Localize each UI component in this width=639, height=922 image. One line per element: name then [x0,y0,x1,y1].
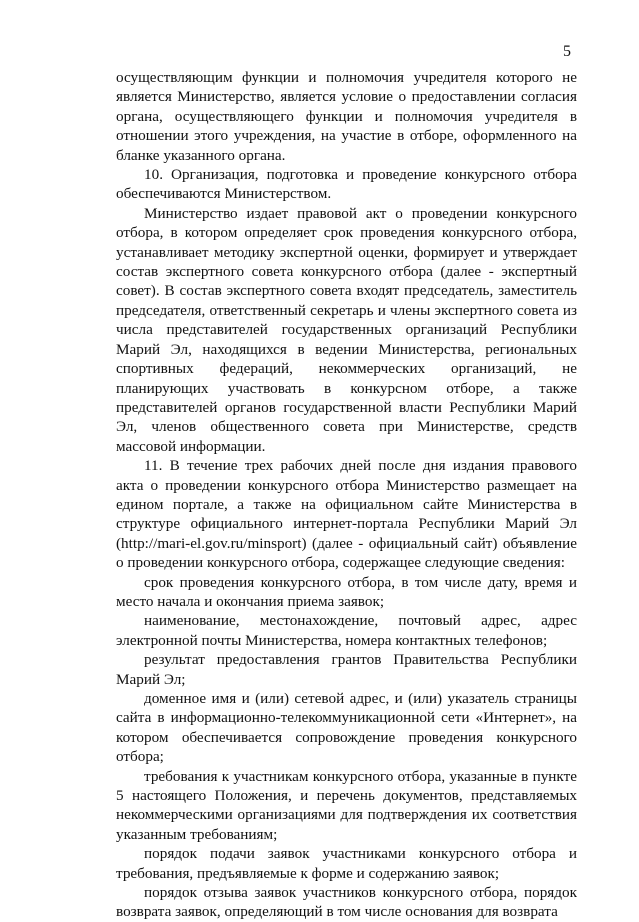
paragraph-legal-act: Министерство издает правовой акт о проведении конкурсного отбора, в котором определяет срок проведения конкурсного отбора, устанавливает методику экспертной оценки, формирует и утверждает состав экспертного совета конкурсного отбора (далее - экспертный совет). В состав экспертного совета входят председатель, заместитель председателя, ответственный секретарь и члены экспертного совета из числа представителей государственных организаций Республики Марий Эл, находящихся в ведении Министерства, региональных спортивных федераций, некоммерческих организаций, не планирующих участвовать в конкурсном отборе, а также представителей органов государственной власти Республики Марий Эл, членов общественного совета при Министерстве, средств массовой информации. [116,204,577,455]
list-item-result: результат предоставления грантов Правительства Республики Марий Эл; [116,651,577,688]
list-item-deadline: срок проведения конкурсного отбора, в том числе дату, время и место начала и окончания приема заявок; [116,573,577,610]
list-item-withdrawal-order: порядок отзыва заявок участников конкурсного отбора, порядок возврата заявок, определяющий в том числе основания для возврата [116,884,577,921]
list-item-domain: доменное имя и (или) сетевой адрес, и (или) указатель страницы сайта в информационно-телекоммуникационной сети «Интернет», на котором обеспечивается сопровождение проведения конкурсного отбора; [116,690,577,766]
paragraph-item-10: 10. Организация, подготовка и проведение конкурсного отбора обеспечиваются Министерством. [116,166,577,203]
list-item-contacts: наименование, местонахождение, почтовый адрес, адрес электронной почты Министерства, номера контактных телефонов; [116,612,577,649]
document-body [116,68,577,922]
list-item-submission-order: порядок подачи заявок участниками конкурсного отбора и требования, предъявляемые к форме и содержанию заявок; [116,845,577,882]
paragraph-continuation: осуществляющим функции и полномочия учредителя которого не является Министерство, является условие о предоставлении согласия органа, осуществляющего функции и полномочия учредителя в отношении этого учреждения, на участие в отборе, оформленного на бланке указанного органа. [116,69,577,164]
list-item-requirements: требования к участникам конкурсного отбора, указанные в пункте 5 настоящего Положения, и перечень документов, представляемых некоммерческими организациями для подтверждения их соответствия указанным требованиям; [116,767,577,843]
page-number: 5 [563,43,571,60]
paragraph-item-11: 11. В течение трех рабочих дней после дня издания правового акта о проведении конкурсного отбора Министерство размещает на едином портале, а также на официальном сайте Министерства в структуре официального интернет-портала Республики Марий Эл (http://mari-el.gov.ru/minsport) (далее - официальный сайт) объявление о проведении конкурсного отбора, содержащее следующие сведения: [116,457,577,572]
